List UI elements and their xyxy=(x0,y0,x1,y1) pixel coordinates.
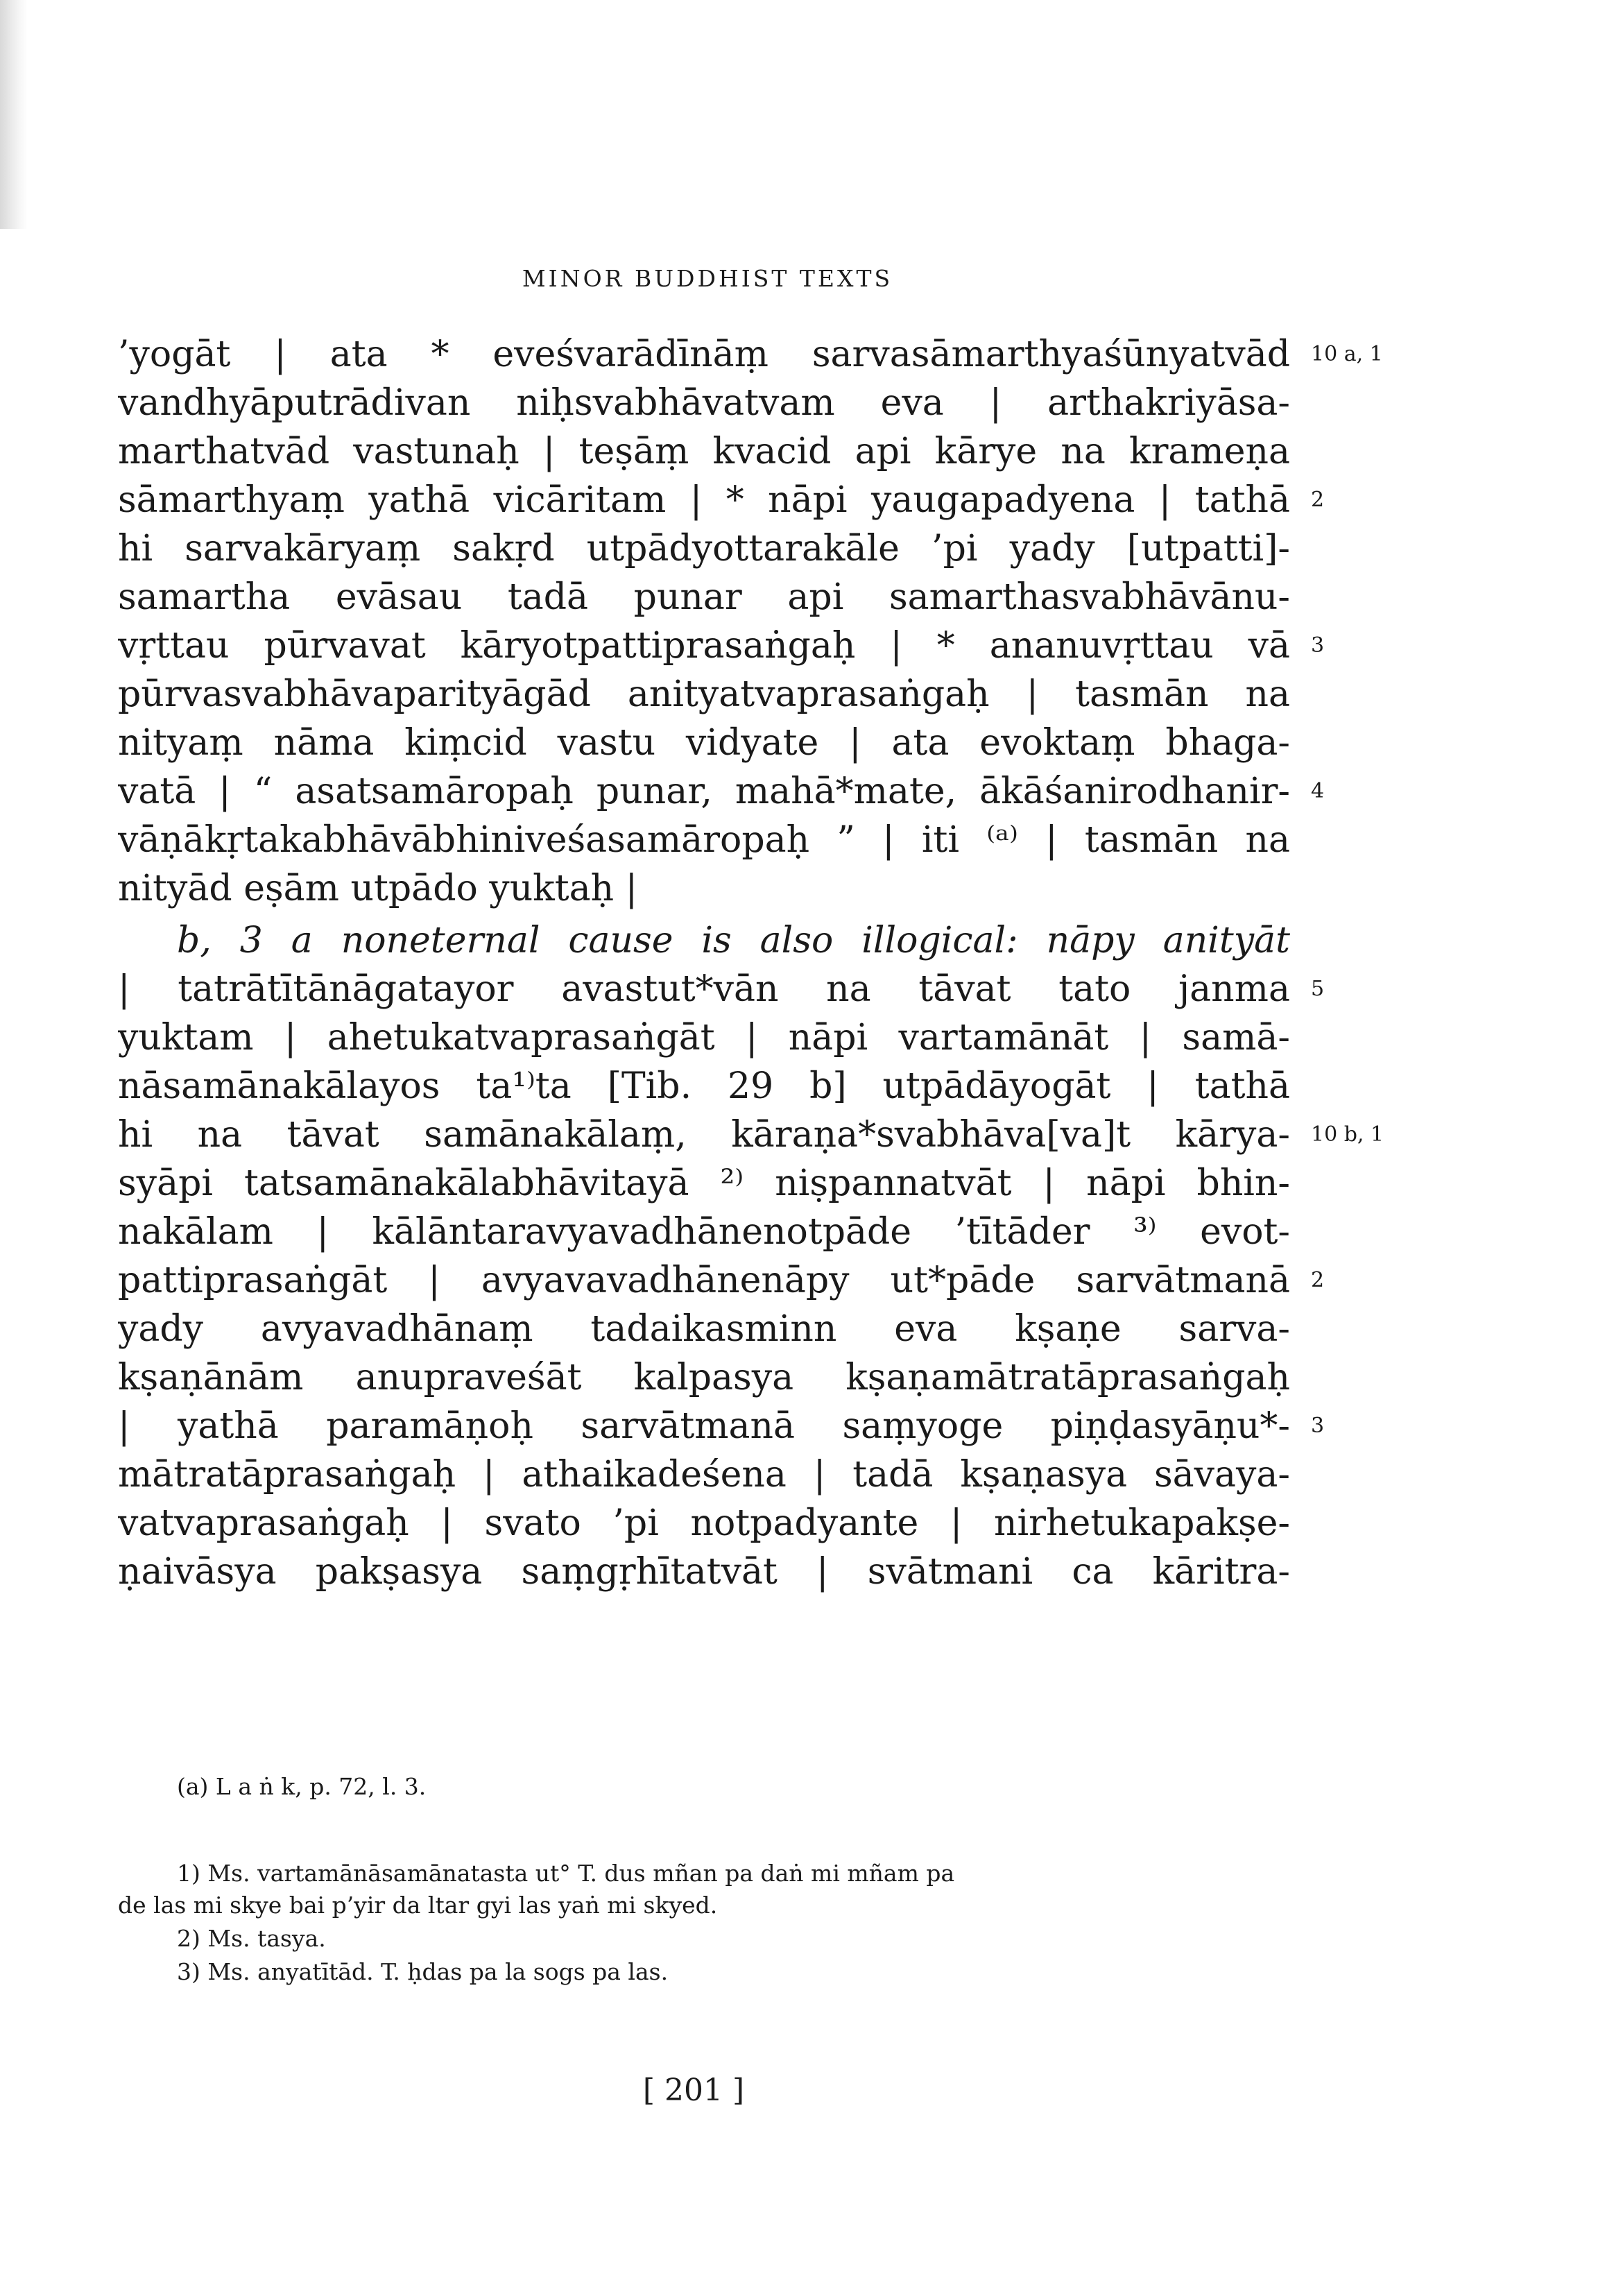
body-line: hi sarvakāryaṃ sakṛd utpādyottarakāle ’pi yady [utpatti]- xyxy=(118,528,1290,569)
marginal-ref: 3 xyxy=(1311,1414,1325,1438)
body-line: vatā | “ asatsamāropaḥ punar, mahā*mate, ākāśanirodhanir- xyxy=(118,771,1290,812)
body-line: hi na tāvat samānakālaṃ, kāraṇa*svabhāva[va]t kārya- xyxy=(118,1114,1290,1156)
body-line: mātratāprasaṅgaḥ | athaikadeśena | tadā kṣaṇasya sāvaya- xyxy=(118,1454,1290,1496)
body-line: yuktam | ahetukatvaprasaṅgāt | nāpi vartamānāt | samā- xyxy=(118,1017,1290,1059)
scan-edge-shadow xyxy=(0,0,28,229)
footnote-3: 3) Ms. anyatītād. T. ḥdas pa la sogs pa las. xyxy=(177,1958,669,1985)
running-head: MINOR BUDDHIST TEXTS xyxy=(522,265,893,292)
body-line: yady avyavadhānaṃ tadaikasminn eva kṣaṇe sarva- xyxy=(118,1308,1290,1350)
body-line: pūrvasvabhāvaparityāgād anityatvaprasaṅgaḥ | tasmān na xyxy=(118,674,1290,715)
body-line: vatvaprasaṅgaḥ | svato ’pi notpadyante | nirhetukapakṣe- xyxy=(118,1502,1290,1544)
body-line: nakālam | kālāntaravyavadhānenotpāde ’tītāder ³⁾ evot- xyxy=(118,1211,1290,1253)
body-line: kṣaṇānām anupraveśāt kalpasya kṣaṇamātratāprasaṅgaḥ xyxy=(118,1357,1290,1398)
body-line: syāpi tatsamānakālabhāvitayā ²⁾ niṣpannatvāt | nāpi bhin- xyxy=(118,1163,1290,1204)
body-line: vṛttau pūrvavat kāryotpattiprasaṅgaḥ | * ananuvṛttau vā xyxy=(118,625,1290,667)
section-heading-line: b, 3 a nonеternal cause is also illogical: nāpy anityāt xyxy=(177,920,1290,961)
body-line: ’yogāt | ata * eveśvarādīnāṃ sarvasāmarthyaśūnyatvād xyxy=(118,334,1290,375)
marginal-ref: 2 xyxy=(1311,488,1325,512)
footnote-1-continued: de las mi skye bai p’yir da ltar gyi las yaṅ mi skyed. xyxy=(118,1892,718,1919)
body-line: nityaṃ nāma kiṃcid vastu vidyate | ata evoktaṃ bhaga- xyxy=(118,722,1290,764)
marginal-ref: 4 xyxy=(1311,779,1325,803)
body-line: marthatvād vastunaḥ | teṣāṃ kvacid api kārye na krameṇa xyxy=(118,431,1290,472)
body-line: pattiprasaṅgāt | avyavavadhānenāpy ut*pāde sarvātmanā xyxy=(118,1260,1290,1301)
marginal-ref: 10 a, 1 xyxy=(1311,342,1383,366)
body-line: nityād eṣām utpādo yuktaḥ | xyxy=(118,868,638,909)
marginal-ref: 3 xyxy=(1311,633,1325,658)
body-line: samartha evāsau tadā punar api samarthasvabhāvānu- xyxy=(118,576,1290,618)
body-line: sāmarthyaṃ yathā vicāritam | * nāpi yaugapadyena | tathā xyxy=(118,479,1290,521)
marginal-ref: 2 xyxy=(1311,1268,1325,1292)
footnote-2: 2) Ms. tasya. xyxy=(177,1925,326,1952)
page-number: [ 201 ] xyxy=(642,2073,745,2108)
body-line: vāṇākṛtakabhāvābhiniveśasamāropaḥ ” | iti ⁽ᵃ⁾ | tasmān na xyxy=(118,819,1290,861)
body-line: vandhyāputrādivan niḥsvabhāvatvam eva | arthakriyāsa- xyxy=(118,382,1290,424)
footnote-a: (a) L a ṅ k, p. 72, l. 3. xyxy=(177,1773,427,1800)
body-line: | tatrātītānāgatayor avastut*vān na tāvat tato janma xyxy=(118,968,1290,1010)
marginal-ref: 10 b, 1 xyxy=(1311,1122,1384,1147)
marginal-ref: 5 xyxy=(1311,977,1325,1001)
body-line: ṇaivāsya pakṣasya saṃgṛhītatvāt | svātmani ca kāritra- xyxy=(118,1551,1290,1593)
body-line: | yathā paramāṇoḥ sarvātmanā saṃyoge piṇḍasyāṇu*- xyxy=(118,1405,1290,1447)
footnote-1: 1) Ms. vartamānāsamānatasta ut° T. dus mñan pa daṅ mi mñam pa xyxy=(177,1860,955,1887)
body-line: nāsamānakālayos ta¹⁾ta [Tib. 29 b] utpādāyogāt | tathā xyxy=(118,1065,1290,1107)
